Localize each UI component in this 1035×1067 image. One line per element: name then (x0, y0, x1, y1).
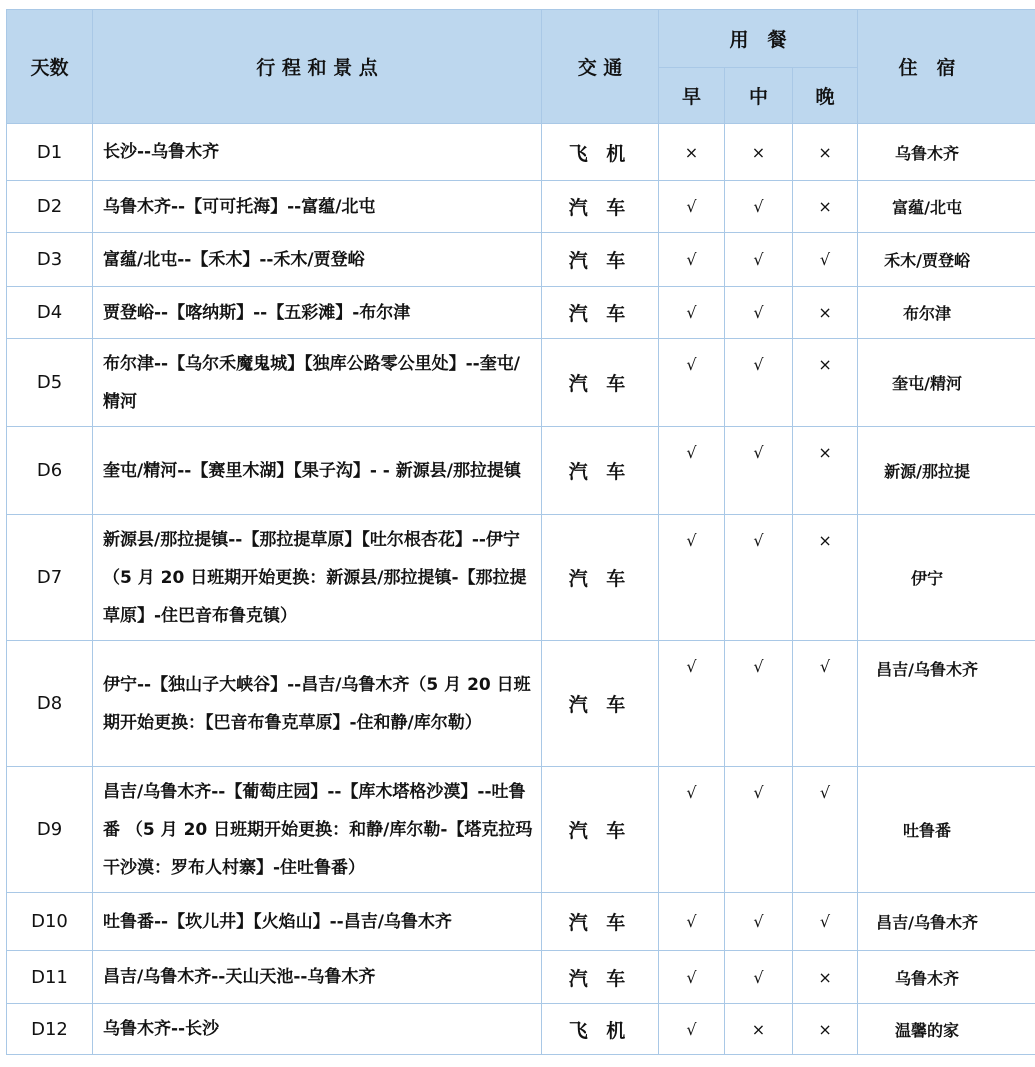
transport-cell: 飞 机 (542, 1004, 659, 1055)
table-header (7, 10, 1035, 124)
lunch-cell: √ (725, 515, 793, 641)
lunch-cell: √ (725, 767, 793, 893)
breakfast-cell: √ (659, 181, 725, 233)
lunch-cell: √ (725, 951, 793, 1004)
day-cell: D2 (7, 181, 93, 233)
day-cell: D5 (7, 339, 93, 427)
table-row (7, 233, 1035, 287)
header-lunch: 中 (725, 68, 793, 124)
breakfast-cell: √ (659, 427, 725, 515)
lodging-cell: 乌鲁木齐 (858, 124, 1035, 181)
breakfast-cell: × (659, 124, 725, 181)
table-row (7, 339, 1035, 427)
breakfast-cell: √ (659, 641, 725, 767)
dinner-cell: × (793, 951, 858, 1004)
transport-cell: 汽 车 (542, 515, 659, 641)
header-dinner: 晚 (793, 68, 858, 124)
route-cell: 乌鲁木齐--长沙 (93, 1004, 542, 1055)
lodging-cell: 伊宁 (858, 515, 1035, 641)
lodging-cell: 吐鲁番 (858, 767, 1035, 893)
header-meals: 用 餐 (659, 10, 858, 68)
lodging-cell: 昌吉/乌鲁木齐 (858, 893, 1035, 951)
lodging-cell: 禾木/贾登峪 (858, 233, 1035, 287)
day-cell: D12 (7, 1004, 93, 1055)
route-cell: 长沙--乌鲁木齐 (93, 124, 542, 181)
header-breakfast: 早 (659, 68, 725, 124)
day-cell: D8 (7, 641, 93, 767)
lodging-cell: 乌鲁木齐 (858, 951, 1035, 1004)
table-row (7, 181, 1035, 233)
table-row (7, 767, 1035, 893)
lodging-cell: 富蕴/北屯 (858, 181, 1035, 233)
transport-cell: 汽 车 (542, 287, 659, 339)
route-cell: 新源县/那拉提镇--【那拉提草原】【吐尔根杏花】--伊宁（5 月 20 日班期开始更换：新源县/那拉提镇-【那拉提草原】-住巴音布鲁克镇） (93, 515, 542, 641)
breakfast-cell: √ (659, 287, 725, 339)
lunch-cell: √ (725, 893, 793, 951)
route-cell: 乌鲁木齐--【可可托海】--富蕴/北屯 (93, 181, 542, 233)
transport-cell: 汽 车 (542, 233, 659, 287)
day-cell: D9 (7, 767, 93, 893)
dinner-cell: × (793, 515, 858, 641)
breakfast-cell: √ (659, 515, 725, 641)
table-row (7, 893, 1035, 951)
table-row (7, 1004, 1035, 1055)
header-transport: 交 通 (542, 10, 659, 124)
route-cell: 布尔津--【乌尔禾魔鬼城】【独库公路零公里处】--奎屯/精河 (93, 339, 542, 427)
lunch-cell: √ (725, 339, 793, 427)
breakfast-cell: √ (659, 339, 725, 427)
day-cell: D4 (7, 287, 93, 339)
route-cell: 富蕴/北屯--【禾木】--禾木/贾登峪 (93, 233, 542, 287)
table-row (7, 124, 1035, 181)
breakfast-cell: √ (659, 767, 725, 893)
header-route: 行 程 和 景 点 (93, 10, 542, 124)
lunch-cell: √ (725, 287, 793, 339)
day-cell: D3 (7, 233, 93, 287)
transport-cell: 汽 车 (542, 767, 659, 893)
route-cell: 伊宁--【独山子大峡谷】--昌吉/乌鲁木齐（5 月 20 日班期开始更换：【巴音布鲁克草原】-住和静/库尔勒） (93, 641, 542, 767)
day-cell: D11 (7, 951, 93, 1004)
dinner-cell: × (793, 181, 858, 233)
day-cell: D1 (7, 124, 93, 181)
transport-cell: 飞 机 (542, 124, 659, 181)
lodging-cell: 温馨的家 (858, 1004, 1035, 1055)
day-cell: D10 (7, 893, 93, 951)
table-row (7, 515, 1035, 641)
lunch-cell: √ (725, 233, 793, 287)
dinner-cell: × (793, 339, 858, 427)
itinerary-table-wrapper (6, 9, 1035, 1055)
transport-cell: 汽 车 (542, 181, 659, 233)
route-cell: 贾登峪--【喀纳斯】--【五彩滩】-布尔津 (93, 287, 542, 339)
route-cell: 吐鲁番--【坎儿井】【火焰山】--昌吉/乌鲁木齐 (93, 893, 542, 951)
transport-cell: 汽 车 (542, 427, 659, 515)
table-row (7, 641, 1035, 767)
lunch-cell: × (725, 1004, 793, 1055)
lodging-cell: 奎屯/精河 (858, 339, 1035, 427)
route-cell: 奎屯/精河--【赛里木湖】【果子沟】- - 新源县/那拉提镇 (93, 427, 542, 515)
dinner-cell: × (793, 427, 858, 515)
header-day: 天数 (7, 10, 93, 124)
header-lodging: 住 宿 (858, 10, 1035, 124)
lodging-cell: 昌吉/乌鲁木齐 (858, 641, 1035, 767)
transport-cell: 汽 车 (542, 951, 659, 1004)
table-row (7, 287, 1035, 339)
lodging-cell: 新源/那拉提 (858, 427, 1035, 515)
dinner-cell: × (793, 124, 858, 181)
table-row (7, 951, 1035, 1004)
transport-cell: 汽 车 (542, 339, 659, 427)
itinerary-table (6, 9, 1035, 1055)
lunch-cell: √ (725, 641, 793, 767)
day-cell: D7 (7, 515, 93, 641)
day-cell: D6 (7, 427, 93, 515)
dinner-cell: × (793, 287, 858, 339)
lodging-cell: 布尔津 (858, 287, 1035, 339)
table-row (7, 427, 1035, 515)
breakfast-cell: √ (659, 951, 725, 1004)
dinner-cell: √ (793, 767, 858, 893)
dinner-cell: √ (793, 641, 858, 767)
transport-cell: 汽 车 (542, 893, 659, 951)
lunch-cell: √ (725, 181, 793, 233)
route-cell: 昌吉/乌鲁木齐--天山天池--乌鲁木齐 (93, 951, 542, 1004)
lunch-cell: × (725, 124, 793, 181)
dinner-cell: √ (793, 893, 858, 951)
transport-cell: 汽 车 (542, 641, 659, 767)
breakfast-cell: √ (659, 893, 725, 951)
dinner-cell: √ (793, 233, 858, 287)
lunch-cell: √ (725, 427, 793, 515)
dinner-cell: × (793, 1004, 858, 1055)
breakfast-cell: √ (659, 1004, 725, 1055)
table-body (7, 124, 1035, 1055)
route-cell: 昌吉/乌鲁木齐--【葡萄庄园】--【库木塔格沙漠】--吐鲁番 （5 月 20 日班期开始更换：和静/库尔勒-【塔克拉玛干沙漠：罗布人村寨】-住吐鲁番） (93, 767, 542, 893)
breakfast-cell: √ (659, 233, 725, 287)
